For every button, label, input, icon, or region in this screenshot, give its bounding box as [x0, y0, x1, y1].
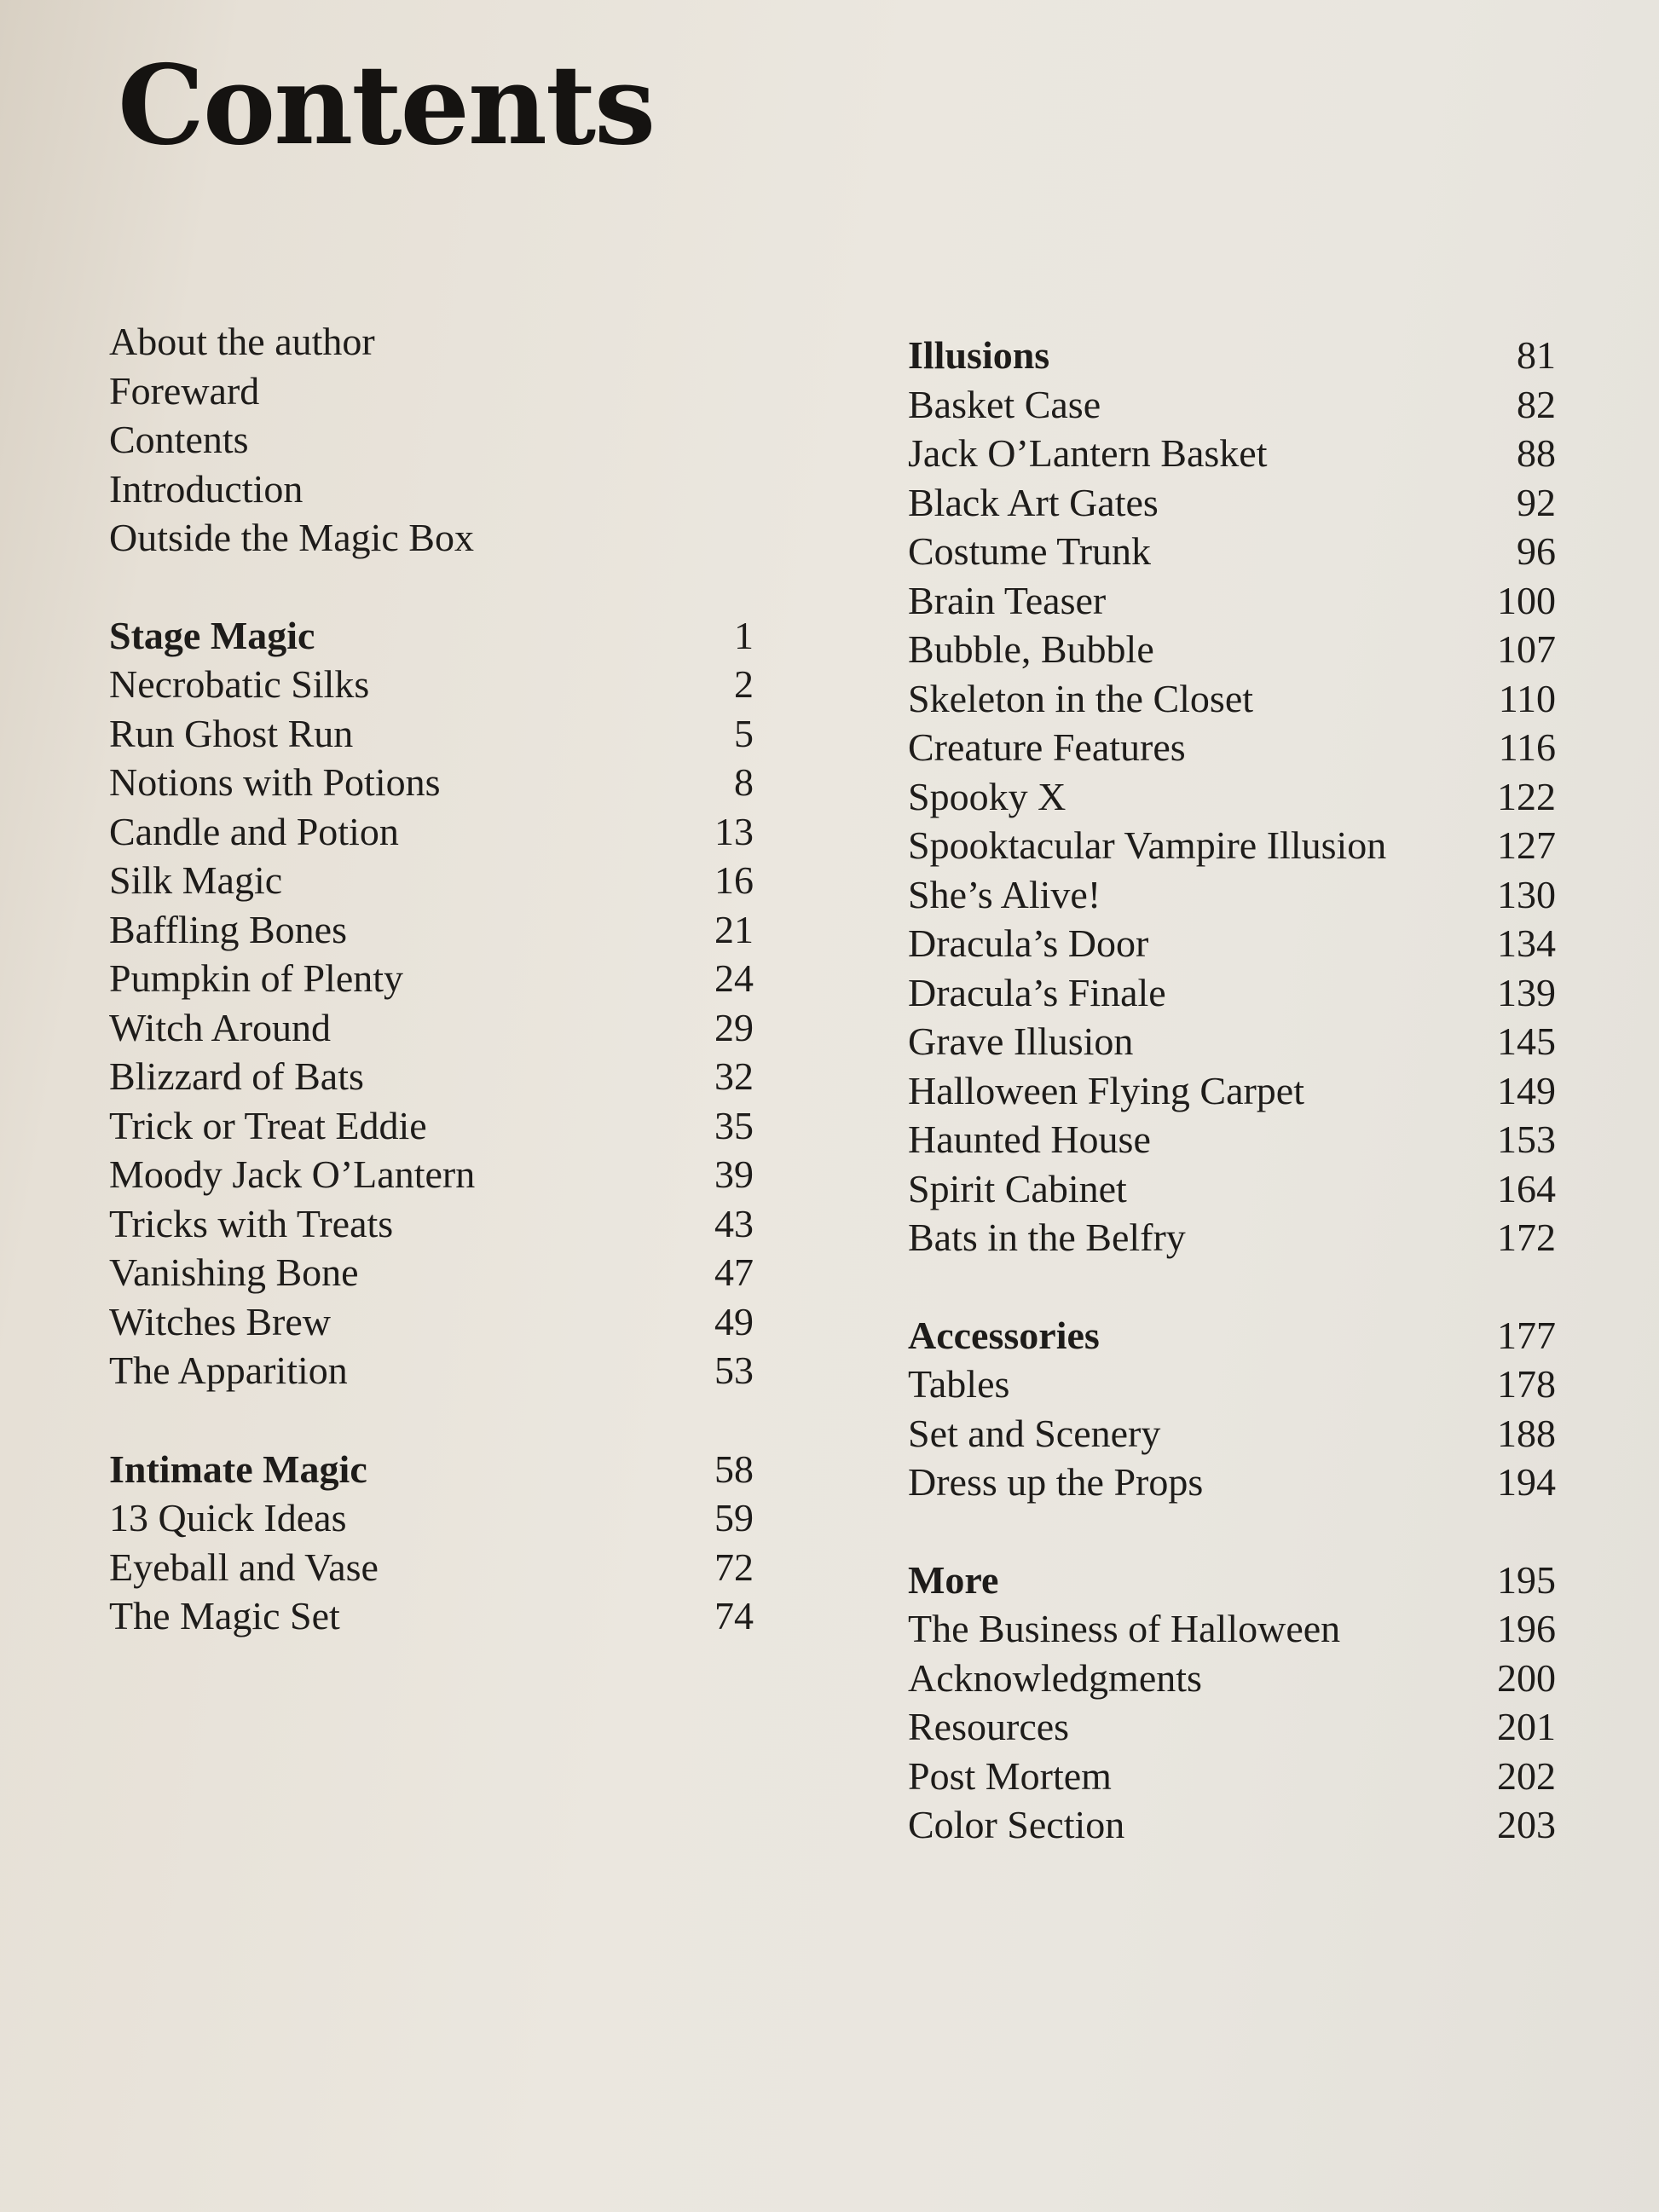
toc-page-number: 172	[1497, 1216, 1556, 1259]
toc-entry	[109, 856, 754, 905]
toc-entry	[109, 954, 754, 1003]
toc-page-number: 29	[714, 1005, 754, 1049]
toc-page-number: 13	[714, 809, 754, 853]
toc-entry-title: Costume Trunk	[908, 529, 1152, 573]
section-spacer	[908, 1507, 1556, 1556]
toc-entry-title: Vanishing Bone	[109, 1250, 359, 1294]
toc-entry	[908, 478, 1556, 528]
toc-page-number: 82	[1517, 382, 1556, 426]
toc-page-number: 35	[714, 1103, 754, 1147]
toc-entry-title: The Apparition	[109, 1349, 348, 1392]
toc-page-number: 122	[1497, 774, 1556, 818]
toc-section-title: Intimate Magic	[109, 1447, 367, 1491]
toc-entry-title: Necrobatic Silks	[109, 662, 370, 706]
toc-entry	[109, 415, 740, 465]
toc-entry-title: About the author	[109, 320, 375, 363]
toc-section-title: Accessories	[908, 1313, 1100, 1357]
toc-section-heading	[109, 1445, 754, 1494]
toc-page-number: 134	[1497, 921, 1556, 965]
toc-entry	[908, 1458, 1556, 1507]
toc-entry	[908, 1752, 1556, 1801]
toc-entry	[908, 1213, 1556, 1262]
toc-page-number: 203	[1497, 1803, 1556, 1846]
toc-page-number: 1	[734, 613, 754, 657]
toc-page-number: 110	[1498, 676, 1556, 720]
section-spacer	[109, 1395, 740, 1445]
toc-page-number: 196	[1497, 1607, 1556, 1650]
toc-entry-title: Basket Case	[908, 382, 1101, 426]
toc-entry	[109, 660, 754, 709]
toc-entry-title: Introduction	[109, 466, 303, 511]
toc-entry-title: Black Art Gates	[908, 480, 1159, 524]
toc-entry	[109, 1543, 754, 1592]
toc-entry-title: Creature Features	[908, 725, 1186, 769]
toc-entry-title: Post Mortem	[908, 1753, 1112, 1798]
toc-entry-title: Bubble, Bubble	[908, 627, 1154, 671]
toc-entry-title: Dracula’s Door	[908, 921, 1149, 965]
toc-page-number: 188	[1497, 1411, 1556, 1455]
toc-page-number: 43	[714, 1201, 754, 1245]
toc-entry	[908, 1066, 1556, 1116]
toc-entry	[109, 367, 740, 416]
toc-page-number: 164	[1497, 1166, 1556, 1210]
toc-entry-title: Run Ghost Run	[109, 711, 354, 755]
toc-section-heading	[908, 1556, 1556, 1605]
toc-entry-title: Dress up the Props	[908, 1460, 1204, 1504]
toc-entry	[908, 919, 1556, 968]
toc-page-number: 21	[714, 907, 754, 951]
contents-left-column	[109, 317, 754, 1641]
toc-entry-title: Eyeball and Vase	[109, 1545, 379, 1589]
toc-entry-title: Spirit Cabinet	[908, 1166, 1127, 1210]
toc-entry	[908, 674, 1556, 724]
toc-page-number: 100	[1497, 578, 1556, 622]
toc-section-title: Illusions	[908, 333, 1050, 377]
toc-page-number: 8	[734, 760, 754, 804]
toc-entry-title: Grave Illusion	[908, 1019, 1134, 1063]
toc-entry	[109, 1101, 754, 1151]
toc-page-number: 177	[1497, 1313, 1556, 1357]
toc-entry	[908, 821, 1556, 870]
toc-entry	[109, 465, 740, 514]
toc-page-number: 74	[714, 1594, 754, 1637]
toc-entry	[908, 1360, 1556, 1409]
toc-entry-title: Witch Around	[109, 1005, 332, 1049]
toc-entry-title: Moody Jack O’Lantern	[109, 1152, 476, 1196]
toc-page-number: 195	[1497, 1557, 1556, 1602]
toc-entry	[109, 1591, 754, 1641]
toc-entry	[109, 1199, 754, 1249]
section-illusions	[908, 331, 1556, 1262]
toc-page-number: 49	[714, 1299, 754, 1343]
toc-page-number: 130	[1497, 872, 1556, 916]
toc-entry-title: Spooky X	[908, 774, 1066, 818]
toc-page-number: 59	[714, 1496, 754, 1539]
toc-entry	[908, 1164, 1556, 1214]
toc-page-number: 16	[714, 858, 754, 902]
toc-entry	[109, 317, 740, 367]
toc-entry	[908, 870, 1556, 920]
toc-entry	[908, 723, 1556, 772]
toc-entry	[908, 1017, 1556, 1066]
toc-entry	[109, 1493, 754, 1543]
toc-section-heading	[908, 331, 1556, 380]
toc-entry	[109, 1248, 754, 1297]
toc-page-number: 53	[714, 1349, 754, 1392]
toc-entry	[109, 513, 740, 563]
toc-page-number: 153	[1497, 1118, 1556, 1161]
toc-entry	[109, 709, 754, 759]
toc-entry-title: Candle and Potion	[109, 809, 399, 853]
toc-page-number: 2	[734, 662, 754, 706]
toc-page-number: 32	[714, 1054, 754, 1098]
toc-entry	[109, 1346, 754, 1395]
toc-entry-title: Trick or Treat Eddie	[109, 1103, 427, 1147]
toc-entry-title: Resources	[908, 1705, 1070, 1748]
section-spacer	[109, 563, 740, 611]
section-spacer	[908, 1262, 1556, 1311]
toc-page-number: 127	[1497, 823, 1556, 867]
toc-entry	[109, 807, 754, 857]
toc-entry	[109, 758, 754, 807]
toc-page-number: 107	[1497, 627, 1556, 671]
front-matter-list	[109, 317, 740, 563]
toc-entry	[908, 968, 1556, 1018]
toc-page-number: 39	[714, 1152, 754, 1196]
contents-right-column	[908, 331, 1556, 1850]
toc-entry-title: Set and Scenery	[908, 1411, 1161, 1455]
toc-page-number: 178	[1497, 1362, 1556, 1406]
toc-entry-title: Bats in the Belfry	[908, 1216, 1186, 1259]
toc-entry	[908, 1800, 1556, 1850]
toc-entry-title: Acknowledgments	[908, 1655, 1202, 1700]
toc-entry	[109, 1052, 754, 1101]
toc-entry	[109, 1297, 754, 1347]
section-stage-magic	[109, 611, 754, 1395]
toc-page-number: 194	[1497, 1460, 1556, 1504]
section-accessories	[908, 1311, 1556, 1507]
toc-entry-title: Notions with Potions	[109, 760, 441, 804]
toc-page-number: 92	[1517, 480, 1556, 524]
toc-entry	[109, 905, 754, 955]
toc-entry-title: Witches Brew	[109, 1299, 332, 1343]
toc-entry	[908, 576, 1556, 626]
toc-section-heading	[109, 611, 754, 661]
toc-entry-title: Pumpkin of Plenty	[109, 956, 404, 1000]
toc-entry	[908, 1409, 1556, 1458]
toc-page-number: 200	[1497, 1655, 1556, 1700]
toc-entry	[908, 380, 1556, 430]
toc-entry-title: Halloween Flying Carpet	[908, 1068, 1305, 1112]
toc-entry	[908, 527, 1556, 576]
toc-entry-title: Baffling Bones	[109, 907, 347, 951]
toc-entry-title: Tables	[908, 1362, 1010, 1406]
toc-entry-title: Dracula’s Finale	[908, 970, 1166, 1014]
section-more	[908, 1556, 1556, 1850]
toc-page-number: 88	[1517, 431, 1556, 475]
toc-page-number: 72	[714, 1545, 754, 1589]
toc-entry-title: The Business of Halloween	[908, 1607, 1341, 1650]
toc-page-number: 81	[1517, 333, 1556, 377]
page-title: Contents	[118, 42, 655, 170]
toc-page-number: 58	[714, 1447, 754, 1491]
toc-entry-title: Color Section	[908, 1803, 1125, 1846]
toc-page-number: 201	[1497, 1705, 1556, 1748]
toc-page-number: 202	[1497, 1753, 1556, 1798]
toc-page-number: 139	[1497, 970, 1556, 1014]
toc-entry-title: Haunted House	[908, 1118, 1151, 1161]
toc-entry	[908, 429, 1556, 478]
toc-section-title: More	[908, 1557, 999, 1602]
toc-entry-title: Foreward	[109, 368, 260, 413]
toc-entry-title: She’s Alive!	[908, 872, 1101, 916]
toc-entry	[109, 1003, 754, 1053]
toc-entry	[908, 1702, 1556, 1752]
toc-entry-title: Silk Magic	[109, 858, 283, 902]
toc-page-number: 116	[1498, 725, 1556, 769]
toc-entry-title: Spooktacular Vampire Illusion	[908, 823, 1387, 867]
toc-entry-title: Brain Teaser	[908, 578, 1107, 622]
toc-page-number: 47	[714, 1250, 754, 1294]
toc-page-number: 96	[1517, 529, 1556, 573]
toc-entry	[908, 772, 1556, 822]
toc-section-heading	[908, 1311, 1556, 1360]
toc-entry-title: Jack O’Lantern Basket	[908, 431, 1268, 475]
toc-entry-title: Outside the Magic Box	[109, 516, 474, 559]
toc-entry	[908, 625, 1556, 674]
toc-section-title: Stage Magic	[109, 613, 315, 657]
toc-entry-title: The Magic Set	[109, 1594, 340, 1637]
toc-entry	[908, 1604, 1556, 1654]
toc-page-number: 24	[714, 956, 754, 1000]
toc-entry	[908, 1115, 1556, 1164]
toc-entry-title: Contents	[109, 418, 249, 461]
toc-entry-title: Blizzard of Bats	[109, 1054, 364, 1098]
toc-entry	[908, 1654, 1556, 1703]
toc-page-number: 145	[1497, 1019, 1556, 1063]
toc-entry	[109, 1150, 754, 1199]
section-intimate-magic	[109, 1445, 754, 1641]
toc-entry-title: 13 Quick Ideas	[109, 1496, 347, 1539]
toc-entry-title: Tricks with Treats	[109, 1201, 394, 1245]
toc-entry-title: Skeleton in the Closet	[908, 676, 1254, 720]
toc-page-number: 149	[1497, 1068, 1556, 1112]
toc-page-number: 5	[734, 711, 754, 755]
